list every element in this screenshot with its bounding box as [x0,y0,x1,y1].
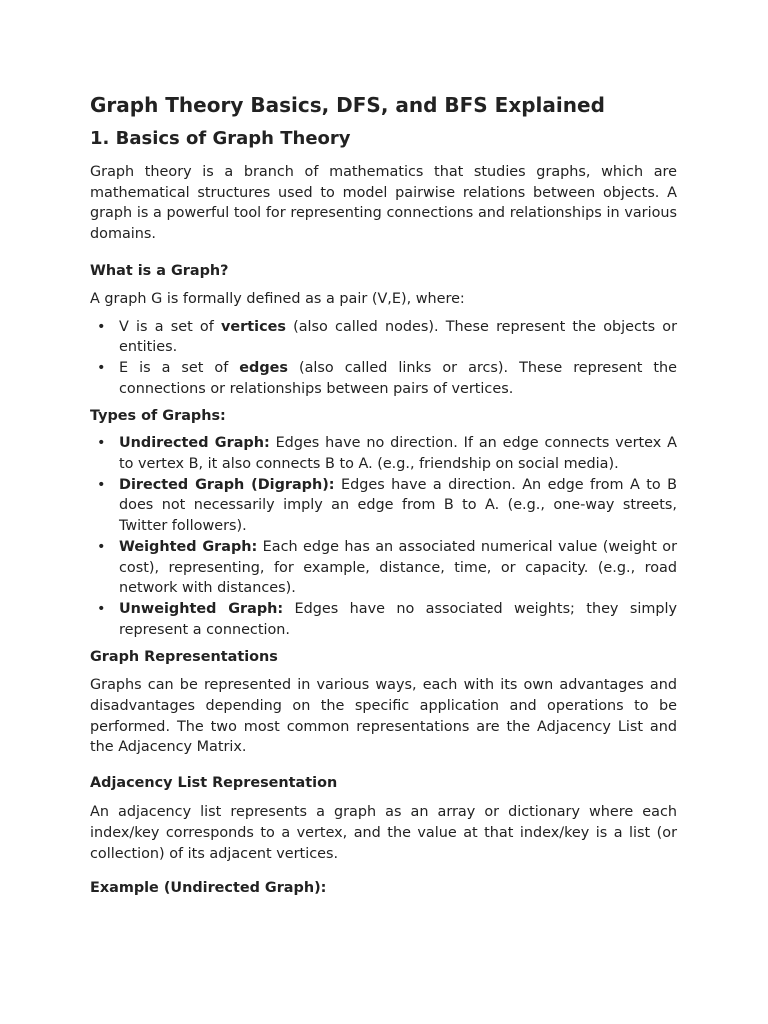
item-text: Edges have a direction. An edge from A to B does not necessarily imply an edge from B to A. (e.g., one-way streets, Twitter followers). [119,476,677,535]
bullet-icon: • [97,318,106,335]
list-item-directed [90,475,677,537]
item-text: Each edge has an associated numerical value (weight or cost), representing, for example, distance, time, or capacity. (e.g., road network with distances). [119,538,677,597]
graph-types-list [90,433,677,640]
item-text: (also called nodes). These represent the objects or entities. [119,318,677,356]
list-item-vertices [90,317,677,358]
representations-paragraph: Graphs can be represented in various ways, each with its own advantages and disadvantages depending on the specific application and operations to be performed. The two most common representations are the Adjacency List and the Adjacency Matrix. [90,677,677,756]
graph-definition: A graph G is formally defined as a pair (V,E), where: [90,290,465,307]
list-item-weighted [90,537,677,599]
item-term: edges [239,359,288,376]
list-item-unweighted [90,599,677,640]
bullet-icon: • [97,538,106,555]
bullet-icon: • [97,476,106,493]
item-text: Edges have no direction. If an edge connects vertex A to vertex B, it also connects B to A. (e.g., friendship on social media). [119,435,677,473]
list-item-undirected [90,433,677,474]
item-text: (also called links or arcs). These represent the connections or relationships between pairs of vertices. [119,359,677,397]
item-text: E is a set of [119,359,240,376]
item-term: Unweighted Graph: [119,600,284,617]
item-term: Directed Graph (Digraph): [119,476,335,493]
graph-components-list [90,317,677,400]
subheading-adjacency-list: Adjacency List Representation [90,775,338,792]
item-term: Undirected Graph: [119,435,270,452]
bullet-icon: • [97,359,106,376]
bullet-icon: • [97,600,106,617]
subheading-what-is-graph: What is a Graph? [90,262,229,279]
section-heading-basics: 1. Basics of Graph Theory [90,128,351,149]
subheading-example-undirected: Example (Undirected Graph): [90,880,327,897]
subheading-types-of-graphs: Types of Graphs: [90,408,226,425]
item-text: V is a set of [119,318,222,335]
list-item-edges [90,358,677,399]
item-text: Edges have no associated weights; they simply represent a connection. [119,600,677,638]
intro-paragraph: Graph theory is a branch of mathematics that studies graphs, which are mathematical structures used to model pairwise relations between objects. A graph is a powerful tool for representing connections and relationships in various domains. [90,164,677,243]
subheading-graph-representations: Graph Representations [90,649,278,666]
item-term: vertices [221,318,286,335]
item-term: Weighted Graph: [119,538,258,555]
document-title: Graph Theory Basics, DFS, and BFS Explained [90,93,605,117]
bullet-icon: • [97,435,106,452]
adjacency-list-paragraph: An adjacency list represents a graph as an array or dictionary where each index/key corresponds to a vertex, and the value at that index/key is a list (or collection) of its adjacent vertices. [90,804,677,862]
